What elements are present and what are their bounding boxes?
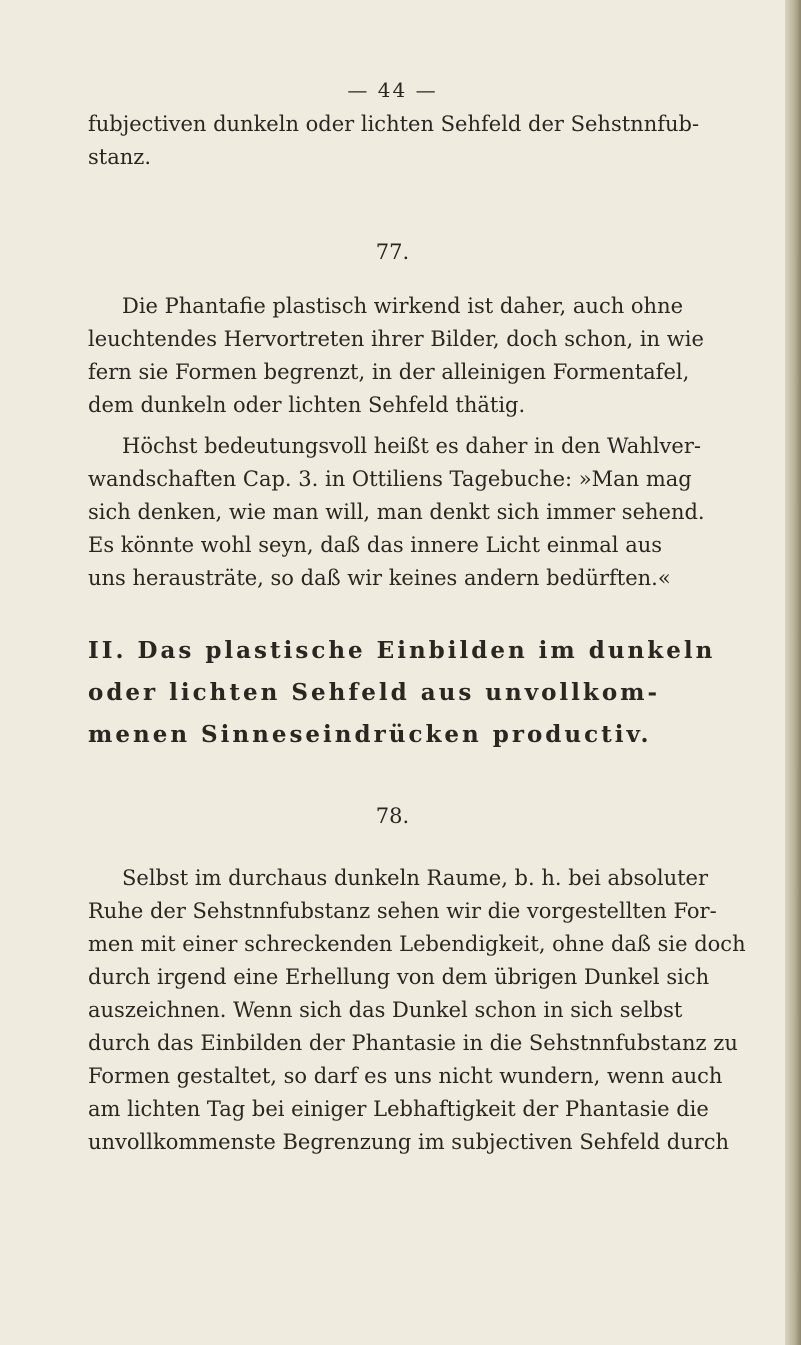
heading-line: II. Das plastische Einbilden im dunkeln (88, 637, 716, 664)
section-78-paragraph (88, 862, 758, 1159)
text-line: uns herausträte, so daß wir keines andern bedürften.« (88, 566, 671, 590)
text-line: leuchtendes Hervortreten ihrer Bilder, doch schon, in wie (88, 327, 704, 351)
text-line: Ruhe der Sehstnnfubstanz sehen wir die vorgestellten For- (88, 899, 717, 923)
text-line: am lichten Tag bei einiger Lebhaftigkeit der Phantasie die (88, 1097, 709, 1121)
text-line: durch das Einbilden der Phantasie in die Sehstnnfubstanz zu (88, 1031, 738, 1055)
text-line: fubjectiven dunkeln oder lichten Sehfeld der Sehstnnfub- (88, 112, 700, 136)
carryover-paragraph (88, 108, 758, 174)
section-number-78: 78. (375, 804, 410, 828)
text-line: durch irgend eine Erhellung von dem übrigen Dunkel sich (88, 965, 710, 989)
text-line: sich denken, wie man will, man denkt sich immer sehend. (88, 500, 705, 524)
text-line: stanz. (88, 145, 151, 169)
text-line: Es könnte wohl seyn, daß das innere Licht einmal aus (88, 533, 663, 557)
page-number: — 44 — (347, 78, 438, 102)
text-line: unvollkommenste Begrenzung im subjectiven Sehfeld durch (88, 1130, 730, 1154)
text-line: Selbst im durchaus dunkeln Raume, b. h. bei absoluter (122, 866, 709, 890)
text-line: auszeichnen. Wenn sich das Dunkel schon in sich selbst (88, 998, 683, 1022)
section-77-paragraph-1 (88, 290, 758, 422)
section-number-77: 77. (375, 240, 410, 264)
heading-line: menen Sinneseindrücken productiv. (88, 721, 652, 748)
text-line: Die Phantafie plastisch wirkend ist daher, auch ohne (122, 294, 684, 318)
text-line: fern sie Formen begrenzt, in der alleinigen Formentafel, (88, 360, 690, 384)
text-line: Höchst bedeutungsvoll heißt es daher in den Wahlver- (122, 434, 701, 458)
page-edge (785, 0, 801, 1345)
text-line: wandschaften Cap. 3. in Ottiliens Tagebuche: »Man mag (88, 467, 692, 491)
text-line: men mit einer schreckenden Lebendigkeit, ohne daß sie doch (88, 932, 746, 956)
chapter-heading (88, 630, 758, 756)
section-77-paragraph-2 (88, 430, 758, 595)
heading-line: oder lichten Sehfeld aus unvollkom- (88, 679, 661, 706)
text-line: dem dunkeln oder lichten Sehfeld thätig. (88, 393, 526, 417)
text-line: Formen gestaltet, so darf es uns nicht wundern, wenn auch (88, 1064, 723, 1088)
